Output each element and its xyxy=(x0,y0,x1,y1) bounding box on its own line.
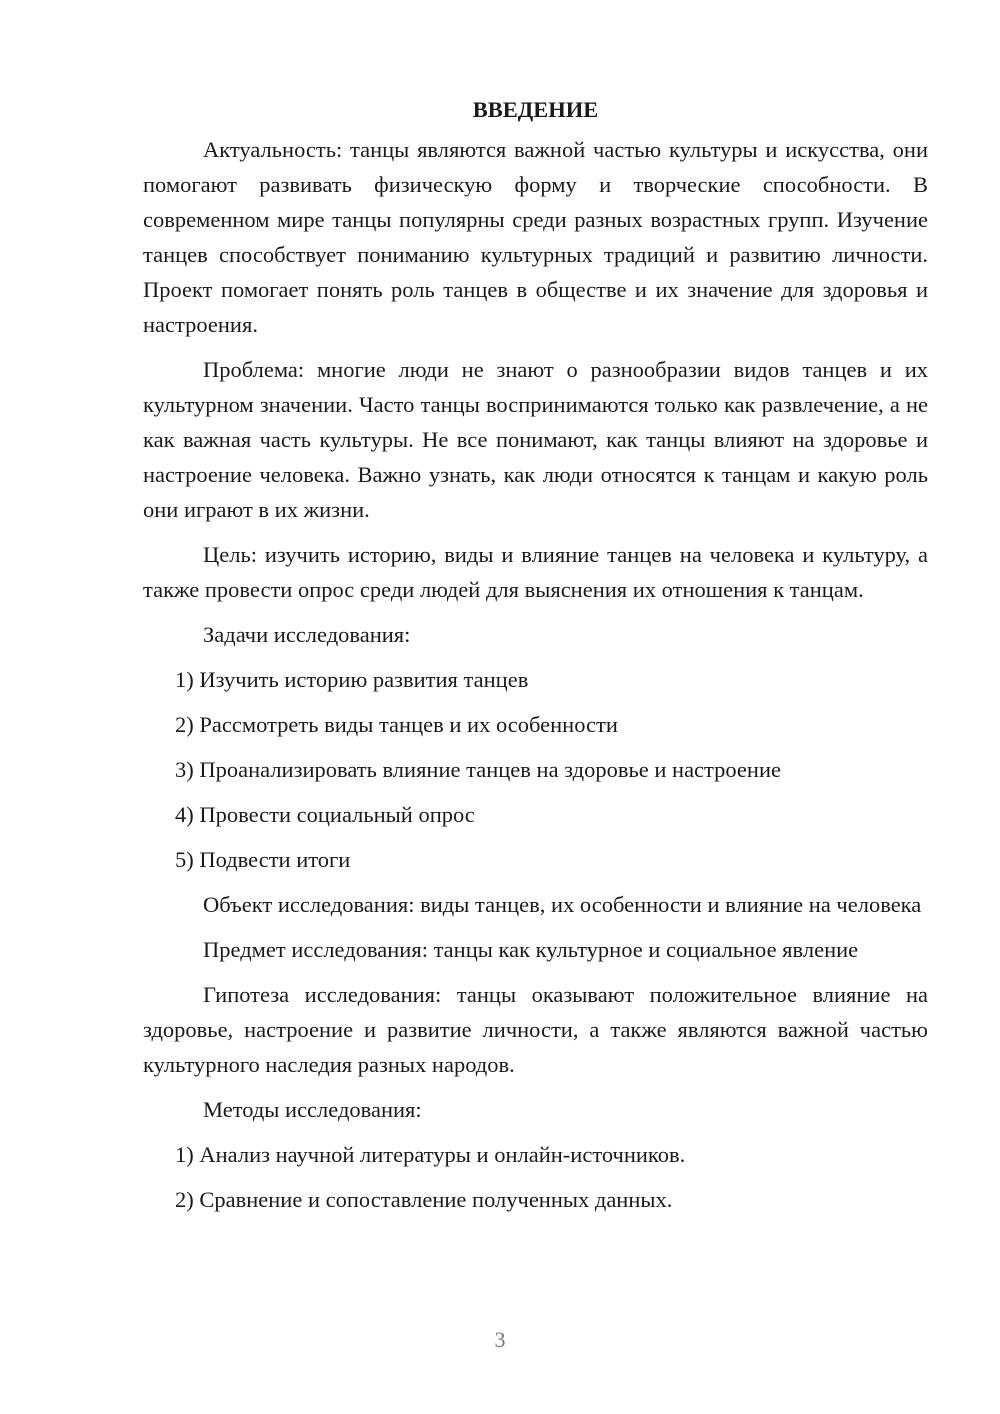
list-item: 3) Проанализировать влияние танцев на здоровье и настроение xyxy=(175,757,781,782)
problem-paragraph: Проблема: многие люди не знают о разнообразии видов танцев и их культурном значении. Часто танцы воспринимаются только как развлечение, а не как важная часть культуры. Не все понимают, как танцы влияют на здоровье и настроение человека. Важно узнать, как люди относятся к танцам и какую роль они играют в их жизни. xyxy=(143,357,928,522)
list-item: 1) Изучить историю развития танцев xyxy=(175,667,529,692)
goal-paragraph: Цель: изучить историю, виды и влияние танцев на человека и культуру, а также провести опрос среди людей для выяснения их отношения к танцам. xyxy=(143,542,928,602)
tasks-list xyxy=(143,662,928,877)
page-title: ВВЕДЕНИЕ xyxy=(472,97,599,122)
methods-heading: Методы исследования: xyxy=(203,1097,422,1122)
list-item: 1) Анализ научной литературы и онлайн-источников. xyxy=(175,1142,686,1167)
object-paragraph: Объект исследования: виды танцев, их особенности и влияние на человека xyxy=(203,892,922,917)
list-item: 5) Подвести итоги xyxy=(175,847,351,872)
document-page xyxy=(143,92,928,1227)
subject-paragraph: Предмет исследования: танцы как культурное и социальное явление xyxy=(203,937,859,962)
methods-list xyxy=(143,1137,928,1217)
list-item: 2) Рассмотреть виды танцев и их особенности xyxy=(175,712,618,737)
list-item: 2) Сравнение и сопоставление полученных данных. xyxy=(175,1187,673,1212)
relevance-paragraph: Актуальность: танцы являются важной частью культуры и искусства, они помогают развивать физическую форму и творческие способности. В современном мире танцы популярны среди разных возрастных групп. Изучение танцев способствует пониманию культурных традиций и развитию личности. Проект помогает понять роль танцев в обществе и их значение для здоровья и настроения. xyxy=(143,137,928,337)
hypothesis-paragraph: Гипотеза исследования: танцы оказывают положительное влияние на здоровье, настроение и развитие личности, а также являются важной частью культурного наследия разных народов. xyxy=(143,982,928,1077)
list-item: 4) Провести социальный опрос xyxy=(175,802,475,827)
tasks-heading: Задачи исследования: xyxy=(203,622,411,647)
page-number: 3 xyxy=(494,1327,506,1352)
